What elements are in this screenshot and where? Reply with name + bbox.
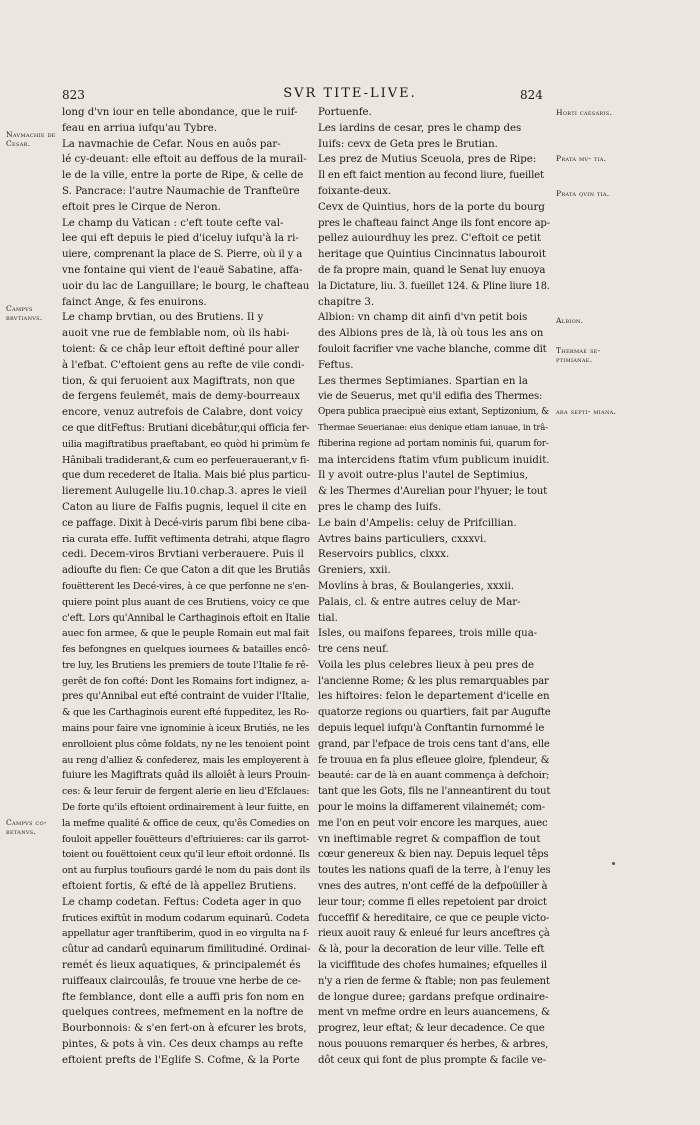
text-line: ce que ditFeftus: Brutiani dicebâtur,qui officia fer- <box>62 422 310 434</box>
text-line: S. Pancrace: l'autre Naumachie de Tranfteüre <box>62 185 300 197</box>
text-line: Les iardins de cesar, pres le champ des <box>318 122 522 134</box>
text-line: uilia magiftratibus praeftabant, eo quòd hi primùm fe <box>62 438 310 450</box>
text-line: Thermae Seuerianae: eius denique etiam ianuae, in trâ- <box>318 422 548 433</box>
text-line: leur tour; comme fi elles repetoient par droict <box>318 896 547 908</box>
text-line: vie de Seuerus, met qu'il edifia des Thermes: <box>318 391 543 403</box>
text-line: Le champ codetan. Feftus: Codeta ager in quo <box>62 896 302 908</box>
text-line: Il en eft faict mention au fecond liure, fueillet <box>318 170 544 182</box>
text-line: remét és lieux aquatiques, & principalemét és <box>62 960 301 972</box>
text-line: feau en arriua iufqu'au Tybre. <box>62 122 218 134</box>
text-line: & les Thermes d'Aurelian pour l'hyuer; le tout <box>318 486 548 498</box>
text-line: fes befongnes en quelques iournees & batailles encô- <box>62 644 311 656</box>
text-line: ma intercidens ftatim vfum publicum inuidit. <box>318 454 550 466</box>
text-line: l'ancienne Rome; & les plus remarquables par <box>318 675 549 687</box>
text-line: Caton au liure de Falfis pugnis, lequel il cite en <box>62 501 307 513</box>
text-line: ftiberina regione ad portam nominis fui, quarum for- <box>318 438 549 449</box>
margin-note-right: Prata qvin tia. <box>556 189 610 198</box>
text-line: eftoient prefts de l'Eglife S. Cofme, & la Porte <box>62 1054 300 1066</box>
text-line: fucceffif & hereditaire, ce que ce peuple victo- <box>318 912 550 924</box>
text-line: de fergens feulemét, mais de demy-bourreaux <box>62 391 300 403</box>
text-line: appellatur ager tranftiberim, quod in eo virgulta na f- <box>62 928 309 940</box>
text-line: que dum recederet de Italia. Mais bié plus particu- <box>62 470 311 482</box>
text-line: tial. <box>318 612 338 624</box>
text-line: le de la ville, entre la porte de Ripe, & celle de <box>62 170 304 182</box>
running-title: SVR TITE-LIVE. <box>283 86 417 101</box>
margin-note-right: Albion. <box>556 316 584 325</box>
text-line: De forte qu'ils eftoient ordinairement à leur fuitte, en <box>62 802 310 814</box>
text-line: & que les Carthaginois eurent efté fuppeditez, les Ro- <box>62 707 310 719</box>
text-line: toient ou fouëttoient ceux qu'il leur eftoit ordonné. Ils <box>62 849 310 861</box>
text-line: Iuifs: cevx de Geta pres le Brutian. <box>318 138 498 150</box>
text-line: heritage que Quintius Cincinnatus labouroit <box>318 249 546 261</box>
text-line: fouëtterent les Decé-vires, à ce que perfonne ne s'en- <box>62 580 310 592</box>
text-line: mains pour faire vne ignominie à iceux Brutiés, ne les <box>62 723 310 735</box>
text-line: eftoient fortis, & efté de là appellez Brutiens. <box>62 881 297 893</box>
text-line: fouloit facrifier vne vache blanche, comme dit <box>318 343 547 355</box>
text-line: nous pouuons remarquer és herbes, & arbres, <box>318 1039 549 1051</box>
text-line: toient: & ce châp leur eftoit deftiné pour aller <box>62 343 300 355</box>
text-line: à l'efbat. C'eftoient gens au refte de vile condi- <box>62 359 305 371</box>
text-line: Cevx de Quintius, hors de la porte du bourg <box>318 201 545 213</box>
text-line: cedi. Decem-viros Brvtiani verberauere. Puis il <box>62 549 304 561</box>
text-line: des Albions pres de là, là où tous les ans on <box>318 328 544 340</box>
text-line: pres qu'Annibal eut efté contraint de vuider l'Italie, <box>62 691 310 703</box>
text-line: c'eft. Lors qu'Annibal le Carthaginois eftoit en Italie <box>62 612 310 624</box>
text-line: gerêt de fon cofté: Dont les Romains fort indignez, a- <box>62 675 310 687</box>
text-line: ria curata effe. Iuffit veftimenta detrahi, atque flagro <box>62 533 310 545</box>
text-line: lierement Aulugelle liu.10.chap.3. apres le vieil <box>62 486 307 498</box>
text-line: quatorze regions ou quartiers, fait par Augufte <box>318 707 551 719</box>
text-line: Portuenfe. <box>318 107 372 118</box>
text-line: Le champ du Vatican : c'eft toute cefte val- <box>62 217 284 229</box>
page-number-right: 824 <box>520 88 543 102</box>
text-line: long d'vn iour en telle abondance, que le ruif- <box>62 107 298 118</box>
text-line: me l'on en peut voir encore les marques, auec <box>318 817 548 829</box>
text-line: Feftus. <box>318 359 354 371</box>
text-line: au reng d'alliez & confederez, mais les employerent à <box>62 754 309 766</box>
text-line: pres le chafteau fainct Ange ils font encore ap- <box>318 217 550 229</box>
text-line: Hânibali tradiderant,& cum eo perfeuerauerant,v fi- <box>62 454 310 466</box>
text-line: fuiure les Magiftrats quâd ils alloiêt à leurs Prouin- <box>62 770 311 782</box>
text-line: rieux auoit rauy & enleué fur leurs anceftres çà <box>318 928 550 940</box>
text-line: cœur genereux & bien nay. Depuis lequel têps <box>318 849 549 861</box>
margin-note-right: Thermae se- ptimianae. <box>556 346 601 364</box>
text-line: tre luy, les Brutiens les premiers de toute l'Italie fe rê- <box>62 659 309 671</box>
text-line: la Dictature, liu. 3. fueillet 124. & Pline liure 18. <box>318 280 550 292</box>
text-line: tant que les Gots, fils ne l'anneantirent du tout <box>318 786 551 798</box>
text-line: fouloit appeller fouëtteurs d'eftriuieres: car ils garrot- <box>62 833 310 845</box>
text-column-right <box>318 105 550 1069</box>
text-line: ces: & leur feruir de fergent alerie en lieu d'Efclaues: <box>62 786 310 798</box>
text-line: depuis lequel iufqu'à Conftantin furnommé le <box>318 723 545 735</box>
text-line: ce paffage. Dixit à Decé-viris parum fibi bene ciba- <box>62 517 311 529</box>
text-line: Isles, ou maifons feparees, trois mille qua- <box>318 628 538 640</box>
text-line: Voila les plus celebres lieux à peu pres de <box>318 659 535 671</box>
text-line: vne fontaine qui vient de l'eauë Sabatine, affa- <box>62 264 303 276</box>
text-line: chapitre 3. <box>318 296 375 308</box>
margin-note-left: Campvs brvtianvs. <box>6 304 43 322</box>
margin-note-left: Navmachie de Cesar. <box>6 130 56 148</box>
text-line: Le bain d'Ampelis: celuy de Prifcillian. <box>318 517 517 529</box>
text-line: pres le champ des Iuifs. <box>318 501 442 513</box>
text-line: Avtres bains particuliers, cxxxvi. <box>318 533 487 545</box>
ink-mark <box>612 862 615 865</box>
text-line: quiere point plus auant de ces Brutiens, voicy ce que <box>62 596 310 608</box>
text-line: fte femblance, dont elle a auffi pris fon nom en <box>62 991 305 1003</box>
text-line: la mefme qualité & office de ceux, qu'ês Comedies on <box>62 817 310 829</box>
text-line: de fa propre main, quand le Senat luy enuoya <box>318 264 546 276</box>
text-line: Les prez de Mutius Sceuola, pres de Ripe: <box>318 154 537 166</box>
text-line: Albion: vn champ dit ainfi d'vn petit bois <box>318 312 528 324</box>
text-line: Le champ brvtian, ou des Brutiens. Il y <box>62 312 264 324</box>
text-line: uiere, comprenant la place de S. Pierre, où il y a <box>62 249 303 261</box>
margin-note-right: Horti caesaris. <box>556 108 613 117</box>
text-line: lee qui eft depuis le pied d'iceluy iufqu'à la ri- <box>62 233 299 245</box>
text-line: frutices exiftût in modum codarum equinarû. Codeta <box>62 912 310 924</box>
text-line: Bourbonnois: & s'en fert-on à efcurer les brots, <box>62 1023 307 1035</box>
text-line: pour le moins la diffamerent vilainemét; com- <box>318 802 545 814</box>
text-line: toutes les nations quafi de la terre, à l'enuy les <box>318 865 551 877</box>
text-line: eftoit pres le Cirque de Neron. <box>62 201 221 213</box>
text-line: ont au furplus toufiours gardé le nom du pais dont ils <box>62 865 310 877</box>
margin-note-left: Campvs co- betanvs. <box>6 818 47 836</box>
text-line: les hiftoires: felon le departement d'icelle en <box>318 691 550 703</box>
text-line: Greniers, xxii. <box>318 565 391 577</box>
text-line: encore, venuz autrefois de Calabre, dont voicy <box>62 407 303 419</box>
text-line: progrez, leur eftat; & leur decadence. Ce que <box>318 1023 545 1035</box>
text-line: dôt ceux qui font de plus prompte & facile ve- <box>318 1054 546 1066</box>
text-line: Il y avoit outre-plus l'autel de Septimius, <box>318 470 528 482</box>
text-line: de longue duree; gardans prefque ordinaire- <box>318 991 549 1003</box>
text-line: grand, par l'efpace de trois cens tant d'ans, elle <box>318 738 550 750</box>
text-line: pintes, & pots à vin. Ces deux champs au refte <box>62 1039 304 1051</box>
text-line: Palais, cl. & entre autres celuy de Mar- <box>318 596 521 608</box>
margin-note-right: Prata mv- tia. <box>556 154 607 163</box>
text-line: tre cens neuf. <box>318 644 389 656</box>
text-line: cûtur ad candarû equinarum fimilitudiné. Ordinai- <box>62 944 311 956</box>
text-line: fainct Ange, & fes enuirons. <box>62 296 207 308</box>
text-line: Les thermes Septimianes. Spartian en la <box>318 375 528 387</box>
text-line: quelques contrees, mefmement en la noftre de <box>62 1007 304 1019</box>
text-line: Movlins à bras, & Boulangeries, xxxii. <box>318 580 515 592</box>
text-line: ruiffeaux claircoulâs, fe trouue vne herbe de ce- <box>62 975 302 987</box>
text-line: vnes des autres, n'ont ceffé de la defpoüiller à <box>318 881 548 893</box>
text-line: beauté: car de là en auant commença à defchoir; <box>318 770 550 782</box>
text-line: uoir du lac de Languillare; le bourg, le chafteau <box>62 280 310 292</box>
text-line: pellez auiourdhuy les prez. C'eftoit ce petit <box>318 233 541 245</box>
page-number-left: 823 <box>62 88 85 102</box>
text-line: adioufte du fien: Ce que Caton a dit que les Brutiâs <box>62 565 310 577</box>
text-line: ment vn mefme ordre en leurs auancemens, & <box>318 1007 550 1019</box>
margin-note-right: ara septi- miana. <box>556 407 617 416</box>
text-line: Opera publica praecipuè eius extant, Septizonium, & <box>318 407 549 418</box>
text-line: vn ineftimable regret & compaffion de tout <box>318 833 541 845</box>
text-line: enrolloient plus côme foldats, ny ne les tenoient point <box>62 738 310 750</box>
text-line: auoit vne rue de femblable nom, où ils habi- <box>62 328 290 340</box>
text-line: Reservoirs publics, clxxx. <box>318 549 450 561</box>
text-line: tion, & qui feruoient aux Magiftrats, non que <box>62 375 296 387</box>
text-line: auec fon armee, & que le peuple Romain eut mal fait <box>62 628 310 640</box>
text-line: foixante-deux. <box>318 185 392 197</box>
text-column-left <box>62 105 310 1069</box>
text-line: La navmachie de Cefar. Nous en auôs par- <box>62 138 281 150</box>
text-line: n'y a rien de ferme & ftable; non pas feulement <box>318 975 550 987</box>
text-line: lé cy-deuant: elle eftoit au deffous de la murail- <box>62 154 307 166</box>
text-line: & là, pour la decoration de leur ville. Telle eft <box>318 944 545 956</box>
text-line: la viciffitude des chofes humaines; efquelles il <box>318 960 547 972</box>
text-line: fe trouua en fa plus efleuee gloire, fplendeur, & <box>318 754 550 766</box>
